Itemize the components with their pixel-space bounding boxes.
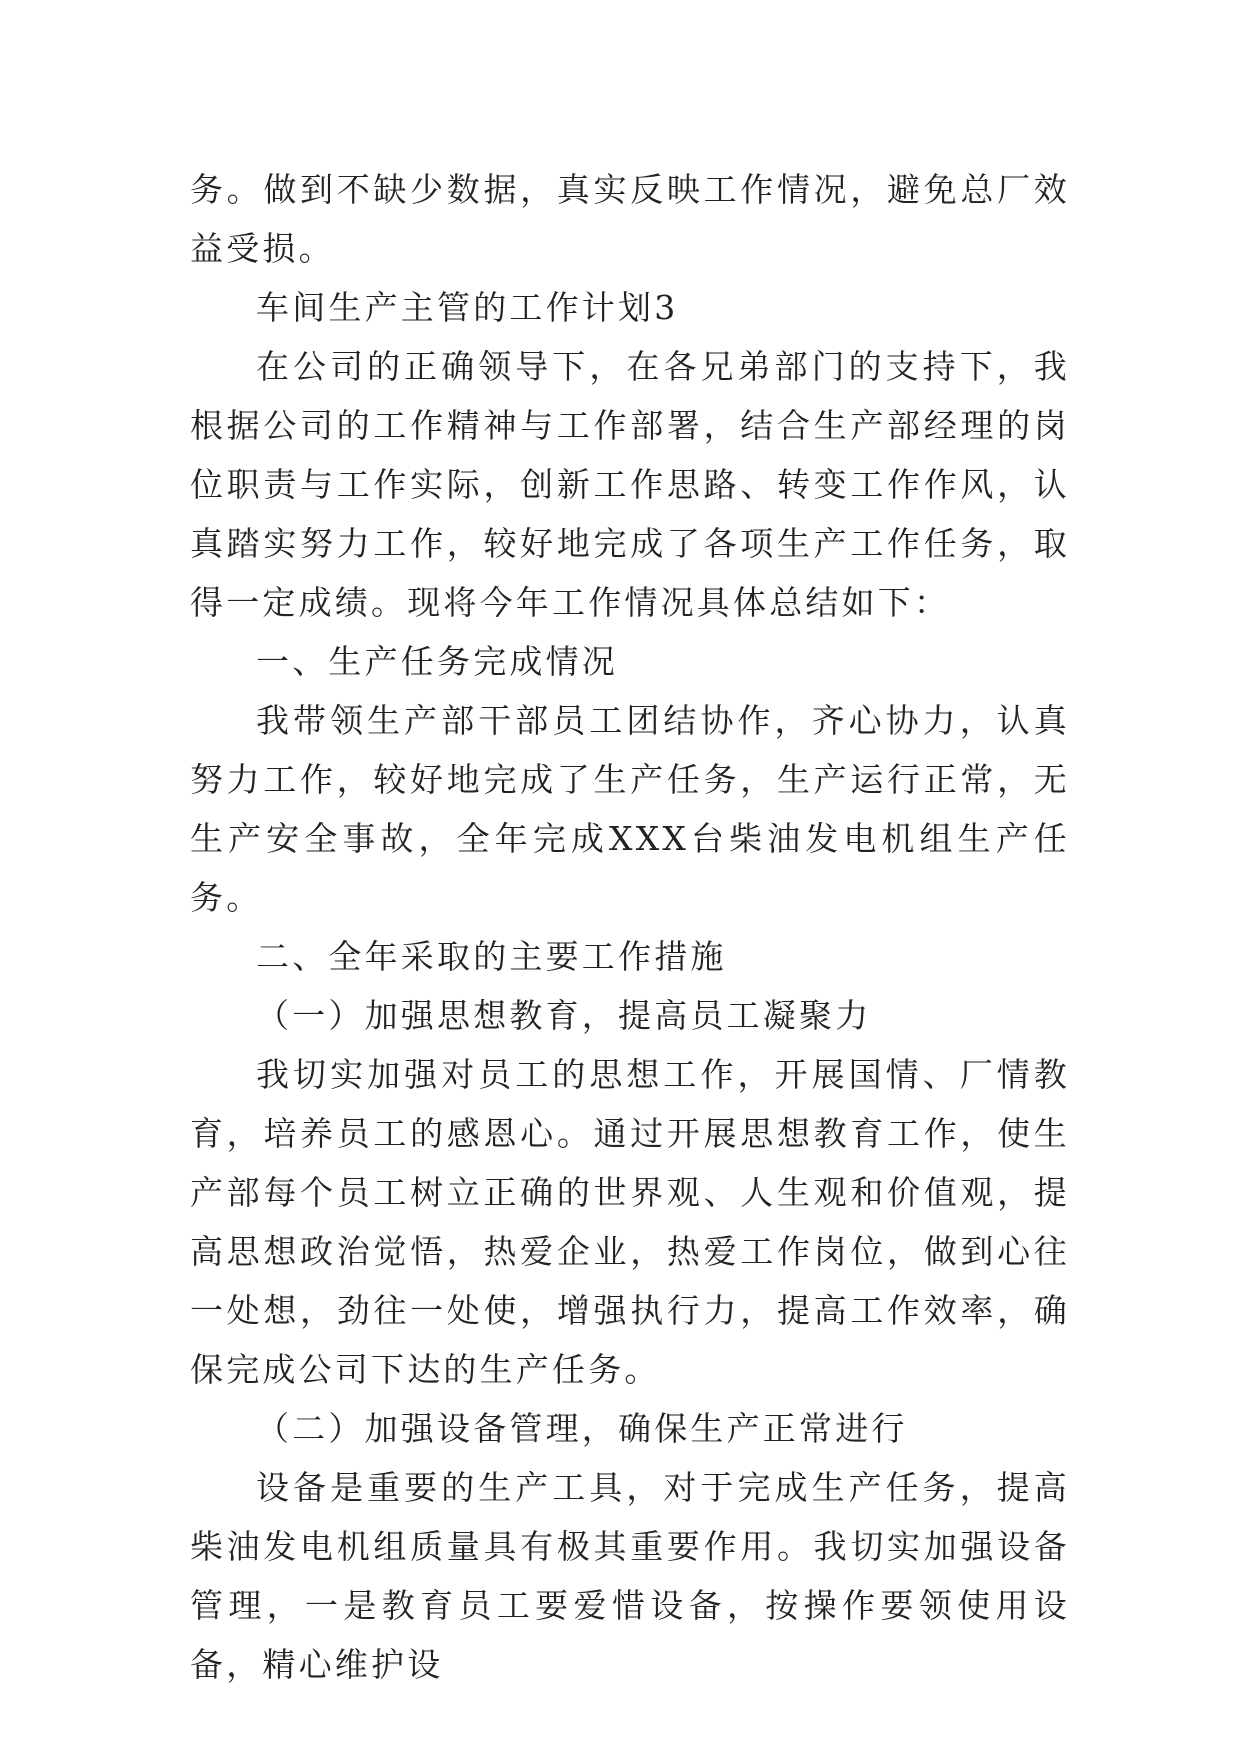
paragraph-equipment-management: 设备是重要的生产工具，对于完成生产任务，提高柴油发电机组质量具有极其重要作用。我切实加强设备管理，一是教育员工要爱惜设备，按操作要领使用设备，精心维护设 [190,1468,1070,1684]
subheading-equipment-management: （二）加强设备管理，确保生产正常进行 [256,1409,908,1448]
heading-main-measures: 二、全年采取的主要工作措施 [256,937,727,976]
section-title: 车间生产主管的工作计划3 [256,288,679,327]
paragraph-ideological-education: 我切实加强对员工的思想工作，开展国情、厂情教育，培养员工的感恩心。通过开展思想教育工作，使生产部每个员工树立正确的世界观、人生观和价值观，提高思想政治觉悟，热爱企业，热爱工作岗位，做到心往一处想，劲往一处使，增强执行力，提高工作效率，确保完成公司下达的生产任务。 [190,1055,1070,1389]
subheading-ideological-education: （一）加强思想教育，提高员工凝聚力 [256,996,872,1035]
heading-production-tasks: 一、生产任务完成情况 [256,642,618,681]
paragraph-continuation: 务。做到不缺少数据，真实反映工作情况，避免总厂效益受损。 [190,170,1070,268]
document-body [190,160,1070,1694]
paragraph-production-tasks: 我带领生产部干部员工团结协作，齐心协力，认真努力工作，较好地完成了生产任务，生产运行正常，无生产安全事故，全年完成XXX台柴油发电机组生产任务。 [190,701,1070,917]
paragraph-intro: 在公司的正确领导下，在各兄弟部门的支持下，我根据公司的工作精神与工作部署，结合生产部经理的岗位职责与工作实际，创新工作思路、转变工作作风，认真踏实努力工作，较好地完成了各项生产工作任务，取得一定成绩。现将今年工作情况具体总结如下： [190,347,1070,622]
